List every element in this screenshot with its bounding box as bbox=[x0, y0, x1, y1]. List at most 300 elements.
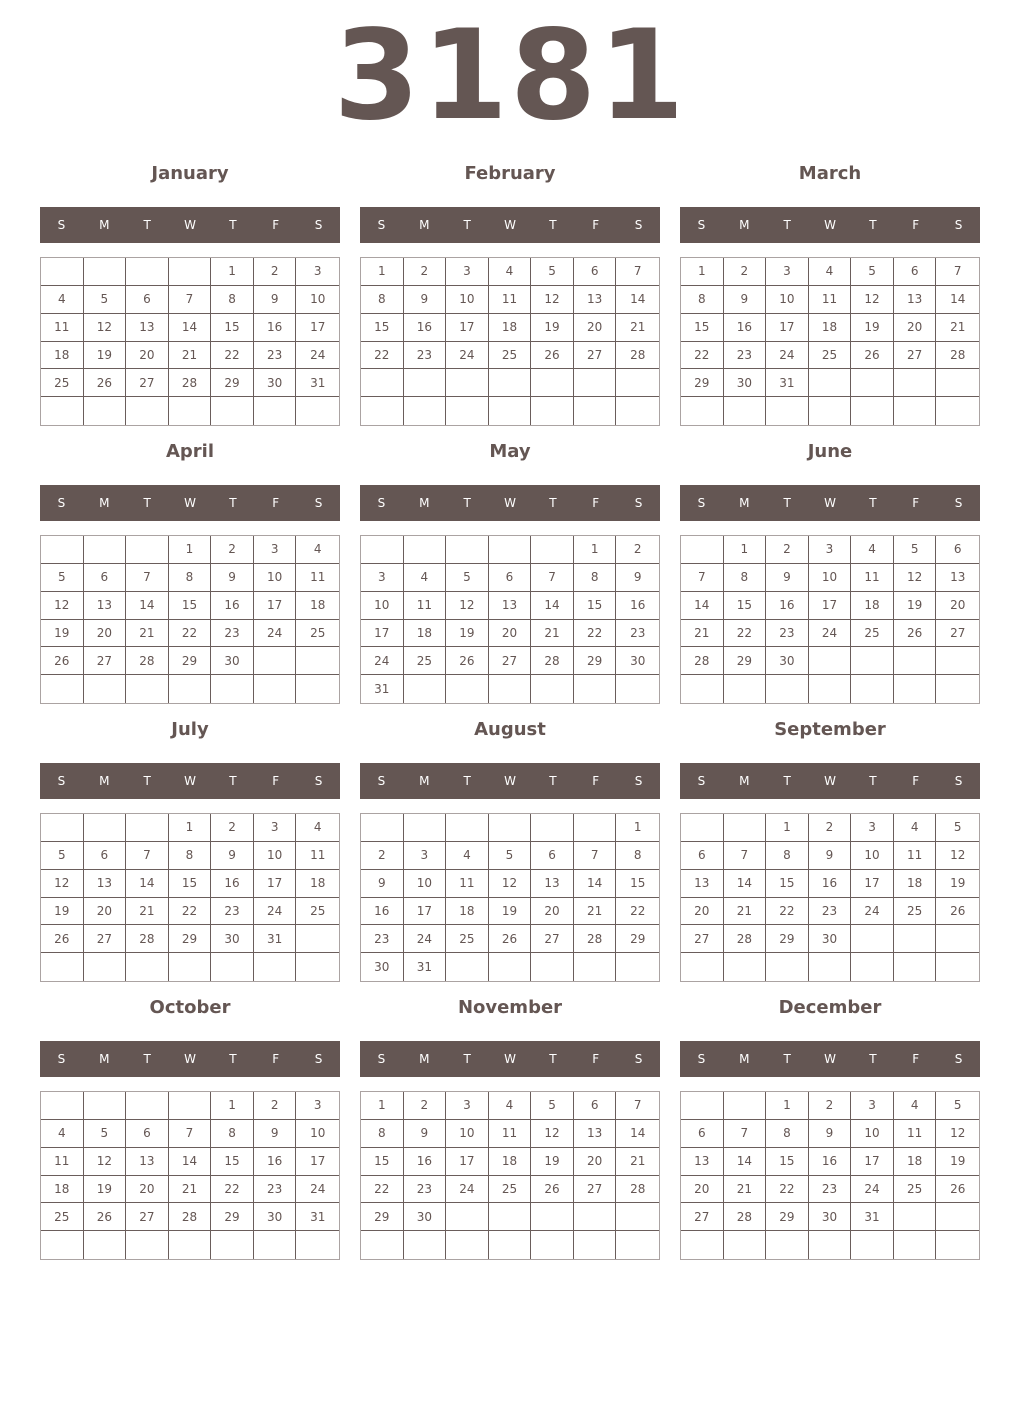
day-grid bbox=[680, 257, 980, 426]
day-cell: 2 bbox=[809, 1092, 852, 1120]
day-cell: 22 bbox=[211, 1176, 254, 1204]
day-cell: 20 bbox=[936, 592, 979, 620]
day-cell: 1 bbox=[169, 536, 212, 564]
day-cell: 13 bbox=[681, 1148, 724, 1176]
day-cell: 21 bbox=[724, 1176, 767, 1204]
day-cell: 10 bbox=[254, 564, 297, 592]
empty-cell bbox=[211, 1231, 254, 1259]
day-cell: 2 bbox=[211, 814, 254, 842]
day-cell: 25 bbox=[894, 1176, 937, 1204]
day-cell: 13 bbox=[894, 286, 937, 314]
empty-cell bbox=[531, 1231, 574, 1259]
day-cell: 15 bbox=[211, 314, 254, 342]
empty-cell bbox=[169, 1231, 212, 1259]
day-cell: 15 bbox=[574, 592, 617, 620]
day-cell: 9 bbox=[211, 842, 254, 870]
day-cell: 22 bbox=[766, 898, 809, 926]
day-cell: 15 bbox=[724, 592, 767, 620]
day-cell: 3 bbox=[851, 1092, 894, 1120]
empty-cell bbox=[489, 814, 532, 842]
month-title: March bbox=[798, 163, 862, 184]
weekday-label: T bbox=[229, 1052, 237, 1066]
day-cell: 17 bbox=[296, 1148, 339, 1176]
day-cell: 10 bbox=[766, 286, 809, 314]
day-cell: 5 bbox=[84, 1120, 127, 1148]
empty-cell bbox=[851, 925, 894, 953]
day-cell: 27 bbox=[126, 369, 169, 397]
day-cell: 18 bbox=[809, 314, 852, 342]
day-cell: 1 bbox=[211, 258, 254, 286]
day-cell: 3 bbox=[296, 1092, 339, 1120]
empty-cell bbox=[809, 369, 852, 397]
day-cell: 26 bbox=[41, 647, 84, 675]
empty-cell bbox=[936, 1203, 979, 1231]
day-cell: 7 bbox=[531, 564, 574, 592]
day-cell: 9 bbox=[809, 1120, 852, 1148]
weekday-label: F bbox=[912, 1052, 920, 1066]
empty-cell bbox=[894, 1203, 937, 1231]
empty-cell bbox=[169, 1092, 212, 1120]
day-cell: 19 bbox=[84, 1176, 127, 1204]
day-cell: 25 bbox=[809, 342, 852, 370]
day-cell: 19 bbox=[851, 314, 894, 342]
empty-cell bbox=[851, 397, 894, 425]
empty-cell bbox=[936, 675, 979, 703]
empty-cell bbox=[211, 953, 254, 981]
empty-cell bbox=[84, 258, 127, 286]
empty-cell bbox=[126, 258, 169, 286]
day-cell: 21 bbox=[531, 620, 574, 648]
day-cell: 17 bbox=[851, 1148, 894, 1176]
day-cell: 28 bbox=[616, 342, 659, 370]
empty-cell bbox=[894, 1231, 937, 1259]
day-cell: 9 bbox=[766, 564, 809, 592]
day-cell: 7 bbox=[126, 842, 169, 870]
empty-cell bbox=[361, 397, 404, 425]
day-cell: 23 bbox=[724, 342, 767, 370]
day-cell: 14 bbox=[724, 1148, 767, 1176]
empty-cell bbox=[851, 647, 894, 675]
day-cell: 9 bbox=[404, 286, 447, 314]
day-cell: 30 bbox=[404, 1203, 447, 1231]
day-cell: 3 bbox=[766, 258, 809, 286]
day-cell: 12 bbox=[894, 564, 937, 592]
empty-cell bbox=[446, 675, 489, 703]
day-cell: 26 bbox=[84, 1203, 127, 1231]
day-cell: 8 bbox=[169, 564, 212, 592]
weekday-label: T bbox=[143, 774, 151, 788]
day-cell: 22 bbox=[211, 342, 254, 370]
day-cell: 18 bbox=[404, 620, 447, 648]
day-cell: 7 bbox=[936, 258, 979, 286]
empty-cell bbox=[169, 397, 212, 425]
day-cell: 8 bbox=[724, 564, 767, 592]
day-cell: 28 bbox=[169, 1203, 212, 1231]
empty-cell bbox=[169, 675, 212, 703]
day-cell: 9 bbox=[809, 842, 852, 870]
day-cell: 19 bbox=[489, 898, 532, 926]
day-cell: 23 bbox=[404, 342, 447, 370]
day-cell: 29 bbox=[574, 647, 617, 675]
empty-cell bbox=[574, 814, 617, 842]
day-cell: 26 bbox=[531, 342, 574, 370]
day-cell: 6 bbox=[894, 258, 937, 286]
empty-cell bbox=[169, 258, 212, 286]
day-cell: 29 bbox=[211, 369, 254, 397]
empty-cell bbox=[616, 397, 659, 425]
day-cell: 13 bbox=[681, 870, 724, 898]
weekday-label: W bbox=[824, 218, 836, 232]
day-cell: 14 bbox=[936, 286, 979, 314]
day-cell: 5 bbox=[851, 258, 894, 286]
day-cell: 24 bbox=[766, 342, 809, 370]
day-cell: 4 bbox=[851, 536, 894, 564]
empty-cell bbox=[361, 369, 404, 397]
day-cell: 23 bbox=[361, 925, 404, 953]
day-cell: 3 bbox=[851, 814, 894, 842]
empty-cell bbox=[894, 397, 937, 425]
month-title: November bbox=[457, 997, 563, 1018]
day-cell: 18 bbox=[41, 1176, 84, 1204]
empty-cell bbox=[126, 397, 169, 425]
day-cell: 6 bbox=[574, 258, 617, 286]
empty-cell bbox=[489, 675, 532, 703]
day-cell: 10 bbox=[361, 592, 404, 620]
day-cell: 22 bbox=[361, 342, 404, 370]
day-cell: 27 bbox=[84, 647, 127, 675]
day-cell: 2 bbox=[211, 536, 254, 564]
day-cell: 28 bbox=[681, 647, 724, 675]
weekday-header bbox=[680, 1041, 980, 1077]
empty-cell bbox=[531, 953, 574, 981]
day-cell: 14 bbox=[169, 1148, 212, 1176]
empty-cell bbox=[681, 814, 724, 842]
empty-cell bbox=[446, 397, 489, 425]
day-cell: 29 bbox=[211, 1203, 254, 1231]
day-cell: 26 bbox=[894, 620, 937, 648]
day-cell: 2 bbox=[724, 258, 767, 286]
day-cell: 22 bbox=[169, 898, 212, 926]
day-cell: 21 bbox=[169, 1176, 212, 1204]
empty-cell bbox=[936, 1231, 979, 1259]
day-cell: 24 bbox=[361, 647, 404, 675]
empty-cell bbox=[296, 647, 339, 675]
empty-cell bbox=[404, 814, 447, 842]
weekday-label: T bbox=[463, 218, 471, 232]
weekday-header bbox=[680, 485, 980, 521]
day-cell: 27 bbox=[574, 1176, 617, 1204]
weekday-label: W bbox=[504, 218, 516, 232]
day-cell: 24 bbox=[296, 342, 339, 370]
day-cell: 10 bbox=[254, 842, 297, 870]
day-cell: 10 bbox=[446, 1120, 489, 1148]
day-cell: 24 bbox=[809, 620, 852, 648]
empty-cell bbox=[809, 953, 852, 981]
weekday-label: T bbox=[229, 774, 237, 788]
weekday-label: S bbox=[634, 774, 643, 788]
day-cell: 12 bbox=[936, 842, 979, 870]
weekday-header bbox=[360, 763, 660, 799]
day-cell: 7 bbox=[574, 842, 617, 870]
empty-cell bbox=[616, 953, 659, 981]
weekday-label: M bbox=[99, 218, 110, 232]
weekday-label: T bbox=[869, 496, 877, 510]
empty-cell bbox=[681, 675, 724, 703]
day-cell: 18 bbox=[489, 1148, 532, 1176]
weekday-label: S bbox=[634, 1052, 643, 1066]
empty-cell bbox=[126, 1231, 169, 1259]
day-cell: 1 bbox=[574, 536, 617, 564]
empty-cell bbox=[616, 369, 659, 397]
weekday-label: T bbox=[869, 1052, 877, 1066]
day-cell: 25 bbox=[296, 898, 339, 926]
day-cell: 20 bbox=[84, 898, 127, 926]
empty-cell bbox=[851, 369, 894, 397]
day-cell: 6 bbox=[681, 842, 724, 870]
day-cell: 16 bbox=[404, 1148, 447, 1176]
day-cell: 10 bbox=[851, 1120, 894, 1148]
weekday-label: S bbox=[377, 496, 386, 510]
day-cell: 3 bbox=[446, 1092, 489, 1120]
day-cell: 17 bbox=[404, 898, 447, 926]
empty-cell bbox=[681, 1092, 724, 1120]
day-cell: 11 bbox=[446, 870, 489, 898]
empty-cell bbox=[84, 397, 127, 425]
empty-cell bbox=[41, 1231, 84, 1259]
day-cell: 8 bbox=[616, 842, 659, 870]
day-cell: 8 bbox=[211, 286, 254, 314]
day-cell: 25 bbox=[296, 620, 339, 648]
day-cell: 29 bbox=[169, 647, 212, 675]
weekday-label: T bbox=[143, 496, 151, 510]
day-cell: 7 bbox=[126, 564, 169, 592]
empty-cell bbox=[211, 397, 254, 425]
day-cell: 28 bbox=[936, 342, 979, 370]
day-cell: 17 bbox=[766, 314, 809, 342]
empty-cell bbox=[851, 1231, 894, 1259]
day-cell: 17 bbox=[851, 870, 894, 898]
day-cell: 2 bbox=[254, 1092, 297, 1120]
day-cell: 27 bbox=[681, 1203, 724, 1231]
day-cell: 4 bbox=[446, 842, 489, 870]
empty-cell bbox=[809, 397, 852, 425]
day-cell: 23 bbox=[616, 620, 659, 648]
day-cell: 21 bbox=[574, 898, 617, 926]
day-cell: 12 bbox=[489, 870, 532, 898]
empty-cell bbox=[84, 1231, 127, 1259]
day-cell: 29 bbox=[724, 647, 767, 675]
day-grid bbox=[360, 535, 660, 704]
day-grid bbox=[360, 813, 660, 982]
day-cell: 31 bbox=[296, 1203, 339, 1231]
day-cell: 3 bbox=[404, 842, 447, 870]
day-cell: 24 bbox=[254, 620, 297, 648]
empty-cell bbox=[446, 814, 489, 842]
empty-cell bbox=[404, 536, 447, 564]
day-cell: 12 bbox=[851, 286, 894, 314]
day-cell: 18 bbox=[296, 870, 339, 898]
day-cell: 5 bbox=[41, 564, 84, 592]
empty-cell bbox=[574, 953, 617, 981]
empty-cell bbox=[724, 1092, 767, 1120]
day-cell: 4 bbox=[894, 1092, 937, 1120]
day-grid bbox=[680, 1091, 980, 1260]
day-cell: 27 bbox=[936, 620, 979, 648]
empty-cell bbox=[41, 1092, 84, 1120]
empty-cell bbox=[809, 1231, 852, 1259]
day-cell: 15 bbox=[169, 870, 212, 898]
day-cell: 11 bbox=[489, 1120, 532, 1148]
empty-cell bbox=[681, 953, 724, 981]
day-cell: 3 bbox=[254, 536, 297, 564]
day-cell: 27 bbox=[574, 342, 617, 370]
day-cell: 15 bbox=[766, 1148, 809, 1176]
weekday-label: M bbox=[739, 774, 750, 788]
day-cell: 19 bbox=[41, 898, 84, 926]
day-cell: 7 bbox=[681, 564, 724, 592]
empty-cell bbox=[84, 675, 127, 703]
day-cell: 30 bbox=[211, 647, 254, 675]
empty-cell bbox=[574, 397, 617, 425]
day-cell: 27 bbox=[894, 342, 937, 370]
day-cell: 4 bbox=[296, 814, 339, 842]
month-title: April bbox=[165, 441, 215, 462]
month-title: January bbox=[151, 163, 229, 184]
day-cell: 4 bbox=[809, 258, 852, 286]
day-cell: 1 bbox=[361, 258, 404, 286]
day-cell: 1 bbox=[616, 814, 659, 842]
day-cell: 12 bbox=[446, 592, 489, 620]
weekday-label: S bbox=[377, 774, 386, 788]
empty-cell bbox=[531, 814, 574, 842]
day-cell: 31 bbox=[254, 925, 297, 953]
day-cell: 28 bbox=[724, 925, 767, 953]
day-cell: 18 bbox=[41, 342, 84, 370]
day-cell: 25 bbox=[894, 898, 937, 926]
day-cell: 15 bbox=[681, 314, 724, 342]
weekday-label: W bbox=[504, 1052, 516, 1066]
day-cell: 13 bbox=[126, 314, 169, 342]
weekday-label: M bbox=[419, 774, 430, 788]
day-grid bbox=[360, 257, 660, 426]
day-cell: 16 bbox=[361, 898, 404, 926]
weekday-label: S bbox=[57, 1052, 66, 1066]
day-cell: 30 bbox=[809, 925, 852, 953]
empty-cell bbox=[894, 953, 937, 981]
weekday-header bbox=[40, 763, 340, 799]
empty-cell bbox=[361, 1231, 404, 1259]
empty-cell bbox=[851, 675, 894, 703]
weekday-label: S bbox=[954, 496, 963, 510]
day-cell: 27 bbox=[126, 1203, 169, 1231]
weekday-label: T bbox=[783, 1052, 791, 1066]
empty-cell bbox=[361, 814, 404, 842]
day-cell: 5 bbox=[894, 536, 937, 564]
day-cell: 11 bbox=[296, 842, 339, 870]
empty-cell bbox=[936, 397, 979, 425]
day-cell: 12 bbox=[84, 1148, 127, 1176]
day-cell: 4 bbox=[489, 1092, 532, 1120]
day-cell: 13 bbox=[531, 870, 574, 898]
day-cell: 15 bbox=[211, 1148, 254, 1176]
empty-cell bbox=[681, 397, 724, 425]
day-cell: 23 bbox=[809, 1176, 852, 1204]
weekday-header bbox=[680, 763, 980, 799]
empty-cell bbox=[361, 536, 404, 564]
empty-cell bbox=[894, 647, 937, 675]
empty-cell bbox=[724, 675, 767, 703]
empty-cell bbox=[489, 536, 532, 564]
empty-cell bbox=[296, 953, 339, 981]
day-cell: 21 bbox=[126, 898, 169, 926]
day-cell: 14 bbox=[574, 870, 617, 898]
day-cell: 26 bbox=[531, 1176, 574, 1204]
empty-cell bbox=[446, 1203, 489, 1231]
day-cell: 19 bbox=[936, 870, 979, 898]
month-title: August bbox=[474, 719, 546, 740]
day-cell: 22 bbox=[724, 620, 767, 648]
day-cell: 11 bbox=[851, 564, 894, 592]
day-cell: 8 bbox=[169, 842, 212, 870]
day-cell: 20 bbox=[84, 620, 127, 648]
empty-cell bbox=[41, 814, 84, 842]
day-cell: 6 bbox=[84, 842, 127, 870]
day-cell: 20 bbox=[126, 342, 169, 370]
empty-cell bbox=[724, 814, 767, 842]
empty-cell bbox=[489, 369, 532, 397]
day-cell: 21 bbox=[681, 620, 724, 648]
day-cell: 4 bbox=[894, 814, 937, 842]
day-cell: 14 bbox=[616, 286, 659, 314]
day-cell: 19 bbox=[41, 620, 84, 648]
weekday-label: T bbox=[783, 218, 791, 232]
day-cell: 21 bbox=[724, 898, 767, 926]
empty-cell bbox=[531, 675, 574, 703]
day-cell: 30 bbox=[211, 925, 254, 953]
weekday-label: M bbox=[739, 1052, 750, 1066]
day-cell: 14 bbox=[616, 1120, 659, 1148]
day-cell: 28 bbox=[531, 647, 574, 675]
empty-cell bbox=[574, 369, 617, 397]
day-cell: 14 bbox=[724, 870, 767, 898]
empty-cell bbox=[126, 814, 169, 842]
day-cell: 28 bbox=[724, 1203, 767, 1231]
month-title: June bbox=[807, 441, 853, 462]
day-cell: 15 bbox=[616, 870, 659, 898]
day-cell: 5 bbox=[531, 1092, 574, 1120]
weekday-label: T bbox=[463, 496, 471, 510]
empty-cell bbox=[574, 675, 617, 703]
weekday-label: S bbox=[57, 218, 66, 232]
day-cell: 31 bbox=[851, 1203, 894, 1231]
day-cell: 11 bbox=[404, 592, 447, 620]
empty-cell bbox=[766, 675, 809, 703]
empty-cell bbox=[809, 675, 852, 703]
day-cell: 12 bbox=[936, 1120, 979, 1148]
day-cell: 6 bbox=[126, 1120, 169, 1148]
day-cell: 7 bbox=[616, 258, 659, 286]
day-grid bbox=[40, 257, 340, 426]
day-cell: 14 bbox=[126, 870, 169, 898]
weekday-label: T bbox=[549, 1052, 557, 1066]
day-cell: 7 bbox=[169, 1120, 212, 1148]
day-cell: 11 bbox=[489, 286, 532, 314]
day-cell: 24 bbox=[404, 925, 447, 953]
day-cell: 21 bbox=[616, 314, 659, 342]
empty-cell bbox=[254, 397, 297, 425]
day-cell: 2 bbox=[404, 258, 447, 286]
day-cell: 9 bbox=[616, 564, 659, 592]
